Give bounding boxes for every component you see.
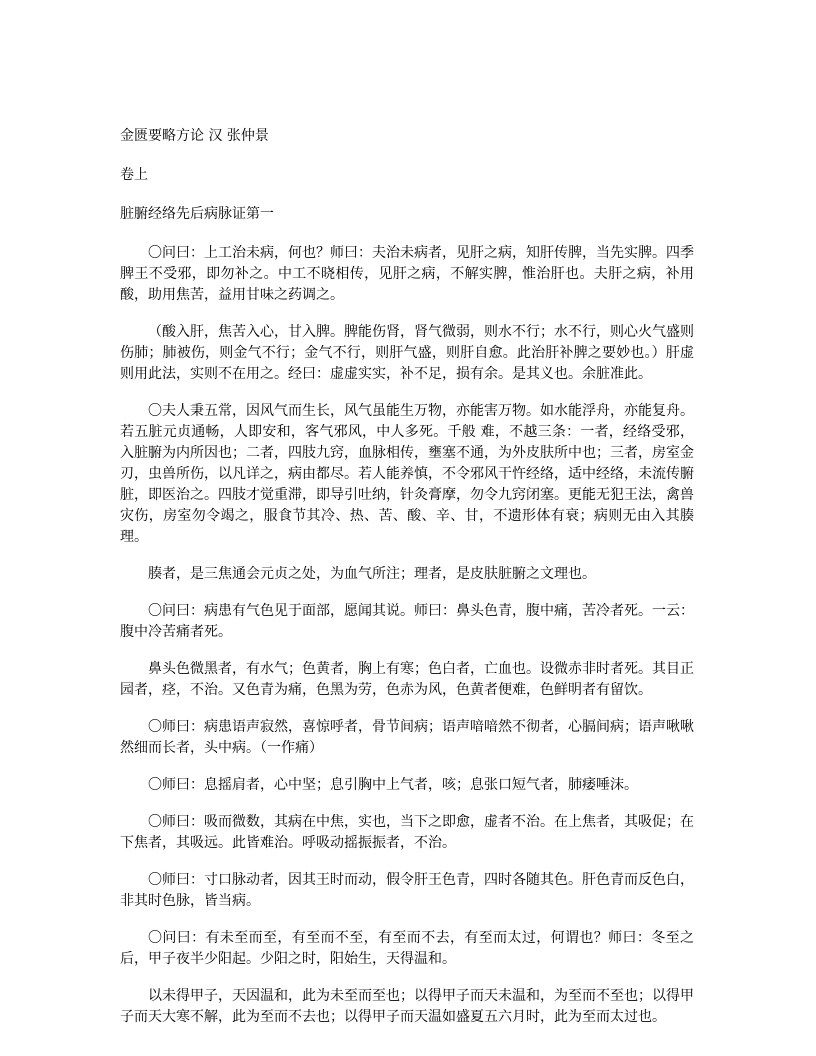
paragraph: 腠者，是三焦通会元贞之处，为血气所注；理者，是皮肤脏腑之文理也。: [148, 566, 596, 582]
paragraph: 〇师曰：吸而微数，其病在中焦，实也，当下之即愈，虚者不治。在上焦者，其吸促；在下焦者，其吸远。此皆难治。呼吸动摇振振者，不治。: [120, 814, 694, 851]
volume-heading: 卷上: [120, 167, 148, 183]
paragraph: 〇师曰：病患语声寂然，喜惊呼者，骨节间病；语声喑喑然不彻者，心膈间病；语声啾啾然细而长者，头中病。（一作痛）: [120, 719, 694, 756]
paragraph: 〇师曰：息摇肩者，心中坚；息引胸中上气者，咳；息张口短气者，肺痿唾沫。: [148, 777, 638, 793]
paragraph: 〇夫人秉五常，因风气而生长，风气虽能生万物，亦能害万物。如水能浮舟，亦能复舟。若五脏元贞通畅，人即安和，客气邪风，中人多死。千般 难，不越三条：一者，经络受邪，入脏腑为内所因也；二者，四肢九窍，血脉相传，壅塞不通，为外皮肤所中也；三者，房室金刃，虫兽所伤，以凡详之，病由都尽。若人能养慎，不令邪风干忤经络，适中经络，未流传腑脏，即医治之。四肢才觉重滞，即导引吐纳，针灸膏摩，勿令九窍闭塞。更能无犯王法，禽兽灾伤，房室勿令竭之，服食节其冷、热、苦、酸、辛、甘，不遗形体有衰；病则无由入其腠理。: [120, 403, 694, 545]
paragraph: 〇问曰：上工治未病，何也？师曰：夫治未病者，见肝之病，知肝传脾，当先实脾。四季脾王不受邪，即勿补之。中工不晓相传，见肝之病，不解实脾，惟治肝也。夫肝之病，补用酸，助用焦苦，益用甘味之药调之。: [120, 245, 694, 303]
chapter-heading: 脏腑经络先后病脉证第一: [120, 206, 274, 222]
paragraph: 以未得甲子，天因温和，此为未至而至也；以得甲子而天未温和，为至而不至也；以得甲子而天大寒不解，此为至而不去也；以得甲子而天温如盛夏五六月时，此为至而太过也。: [120, 988, 694, 1025]
paragraph: （酸入肝，焦苦入心，甘入脾。脾能伤肾，肾气微弱，则水不行；水不行，则心火气盛则伤肺；肺被伤，则金气不行；金气不行，则肝气盛，则肝自愈。此治肝补脾之要妙也。）肝虚则用此法，实则不在用之。经曰：虚虚实实，补不足，损有余。是其义也。余脏准此。: [120, 324, 694, 382]
paragraph: 〇问曰：有未至而至，有至而不至，有至而不去，有至而太过，何谓也？师曰：冬至之后，甲子夜半少阳起。少阳之时，阳始生，天得温和。: [120, 930, 694, 967]
document-title: 金匮要略方论 汉 张仲景: [120, 128, 269, 144]
paragraph: 〇师曰：寸口脉动者，因其王时而动，假令肝王色青，四时各随其色。肝色青而反色白，非其时色脉，皆当病。: [120, 872, 694, 909]
paragraph: 鼻头色微黑者，有水气；色黄者，胸上有寒；色白者，亡血也。设微赤非时者死。其目正园者，痉，不治。又色青为痛，色黑为劳，色赤为风，色黄者便难，色鲜明者有留饮。: [120, 661, 694, 698]
paragraph: 〇问曰：病患有气色见于面部，愿闻其说。师曰：鼻头色青，腹中痛，苦冷者死。一云：腹中冷苦痛者死。: [120, 603, 694, 640]
document-body: [120, 126, 694, 1044]
